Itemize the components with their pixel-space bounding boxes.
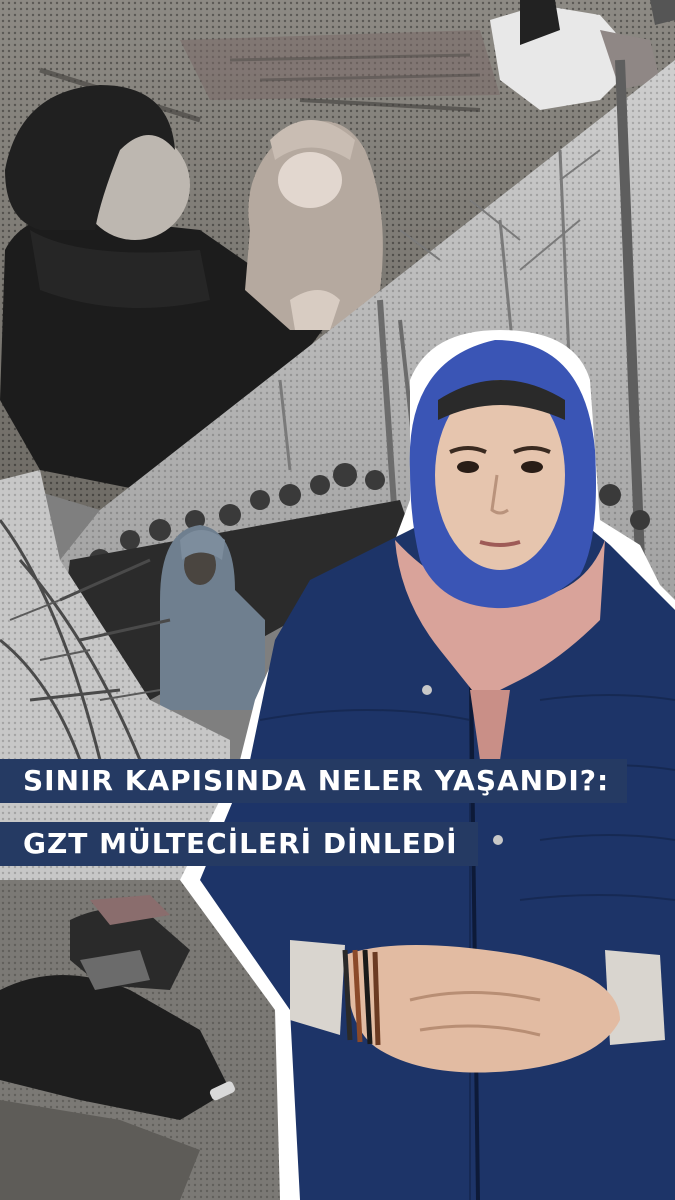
headline-line-1: SINIR KAPISINDA NELER YAŞANDI?: [0, 759, 627, 803]
headline-line-2: GZT MÜLTECİLERİ DİNLEDİ [0, 822, 478, 866]
